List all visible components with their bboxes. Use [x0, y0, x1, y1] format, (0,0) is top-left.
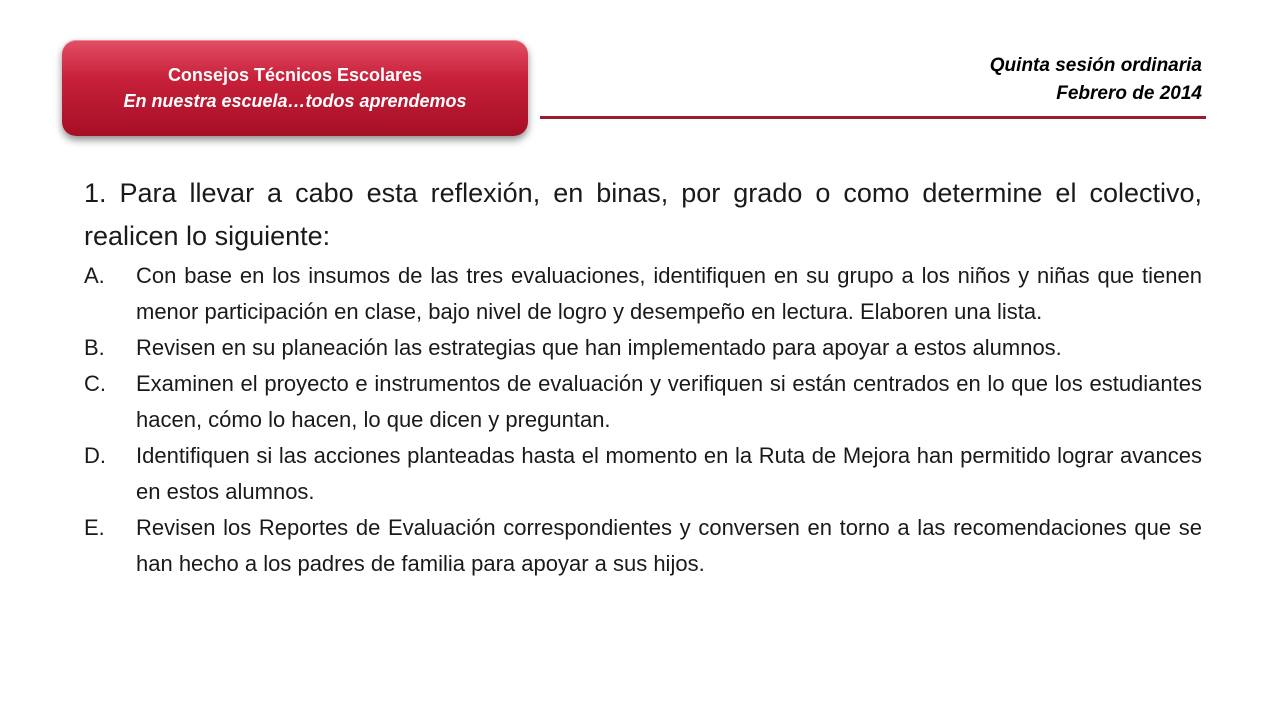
session-info: [990, 52, 1202, 108]
list-item-letter: D.: [84, 443, 106, 468]
list-item-text: Examinen el proyecto e instrumentos de evaluación y verifiquen si están centrados en lo que los estudiantes hacen, cómo lo hacen, lo que dicen y preguntan.: [136, 371, 1202, 432]
badge-title: Consejos Técnicos Escolares: [167, 65, 423, 85]
list-item-letter: A.: [84, 263, 105, 288]
list-item: [84, 510, 1202, 582]
session-date: Febrero de 2014: [1056, 83, 1202, 104]
header-divider: [540, 116, 1206, 119]
session-name: Quinta sesión ordinaria: [989, 55, 1202, 76]
list-item: [84, 366, 1202, 438]
list-item: [84, 438, 1202, 510]
list-item-letter: B.: [84, 335, 105, 360]
list-item: [84, 258, 1202, 330]
list-item: [84, 330, 1202, 366]
list-item-letter: C.: [84, 371, 106, 396]
slide-content: [84, 172, 1202, 582]
list-item-text: Revisen los Reportes de Evaluación correspondientes y conversen en torno a las recomendaciones que se han hecho a los padres de familia para apoyar a sus hijos.: [136, 515, 1202, 576]
program-badge: [62, 40, 528, 136]
badge-subtitle: En nuestra escuela…todos aprendemos: [123, 91, 467, 111]
intro-paragraph: 1. Para llevar a cabo esta reflexión, en binas, por grado o como determine el colectivo, realicen lo siguiente:: [84, 178, 1202, 251]
list-item-text: Identifiquen si las acciones planteadas hasta el momento en la Ruta de Mejora han permitido lograr avances en estos alumnos.: [136, 443, 1202, 504]
list-item-letter: E.: [84, 515, 105, 540]
list-item-text: Con base en los insumos de las tres evaluaciones, identifiquen en su grupo a los niños y niñas que tienen menor participación en clase, bajo nivel de logro y desempeño en lectura. Elaboren una lista.: [136, 263, 1202, 324]
list-item-text: Revisen en su planeación las estrategias que han implementado para apoyar a estos alumnos.: [136, 335, 1062, 360]
task-list: [84, 258, 1202, 582]
